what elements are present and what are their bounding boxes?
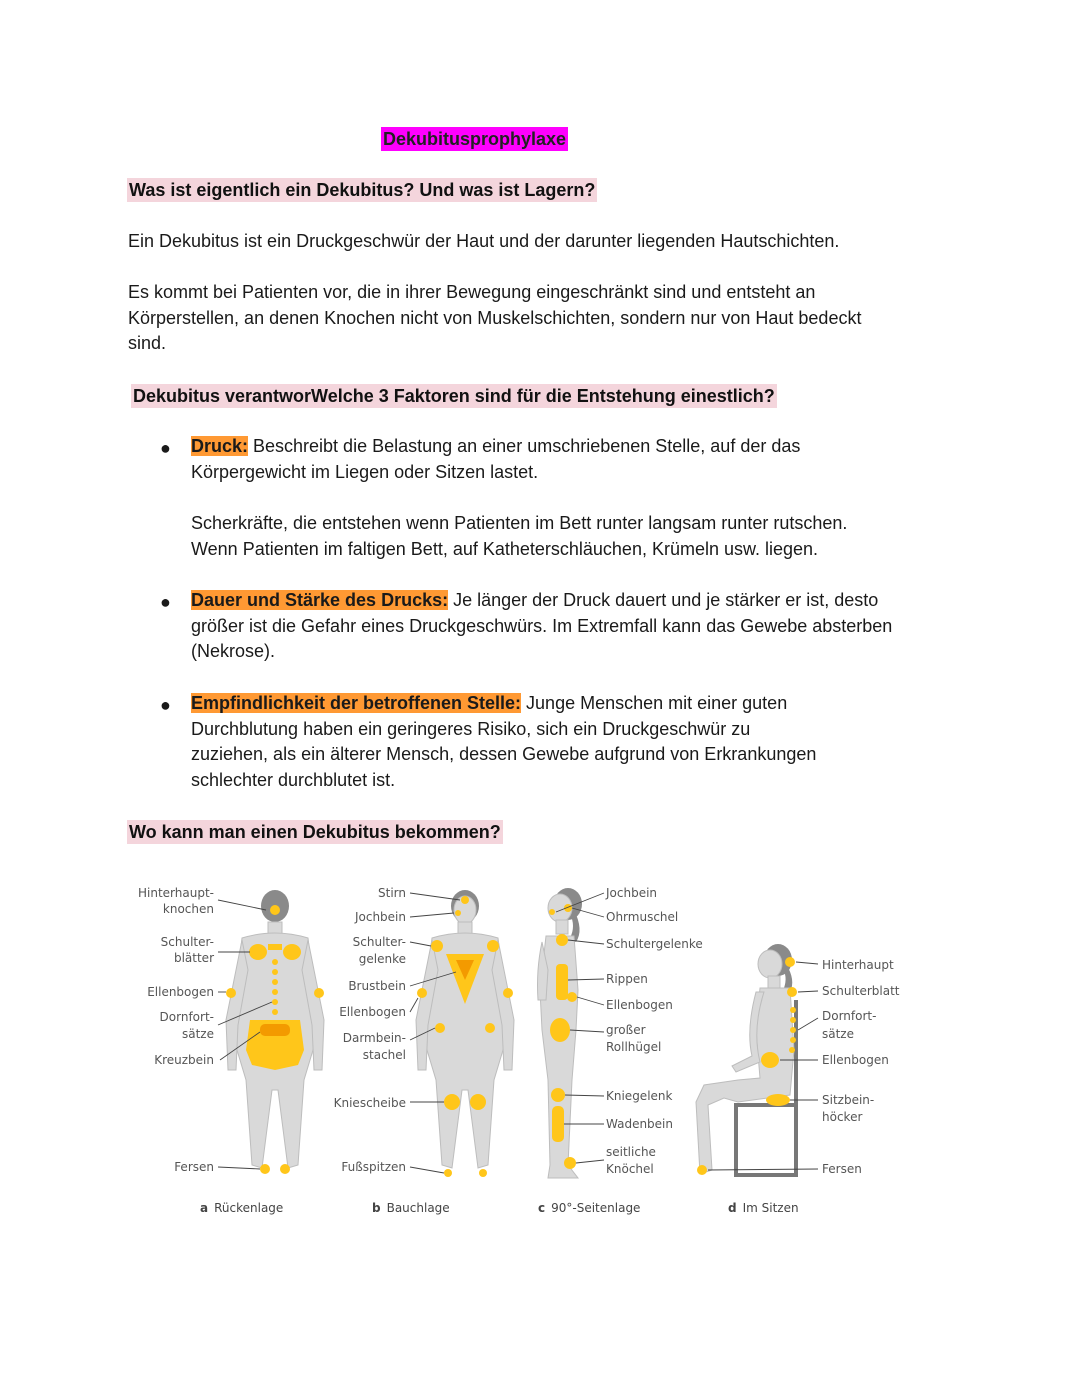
label-b-schulter-2: gelenke — [358, 952, 406, 966]
label-b-darmbein-1: Darmbein- — [342, 1031, 406, 1045]
bullet-druck-line-2: Körpergewicht im Liegen oder Sitzen lastet. — [191, 461, 539, 482]
spot-fersen-left — [260, 1164, 270, 1174]
spot-hinterhaupt — [270, 905, 280, 915]
label-d-dornfort-2: sätze — [822, 1027, 854, 1041]
svg-text:dIm Sitzen — [728, 1201, 799, 1215]
label-c-knoechel: Knöchel — [606, 1162, 654, 1176]
caption-b: Bauchlage — [386, 1201, 450, 1215]
label-a-hinterhaupt-1: Hinterhaupt- — [138, 886, 214, 900]
spot-ellenbogen-b-right — [503, 988, 513, 998]
pressure-points-illustration — [138, 880, 918, 1220]
spot-knoechel — [564, 1157, 576, 1169]
label-d-fersen: Fersen — [822, 1162, 862, 1176]
label-a-dornfort-1: Dornfort- — [159, 1010, 214, 1024]
spot-fussspitze-left — [444, 1169, 452, 1177]
spot-schulterblatt-d — [787, 987, 797, 997]
label-a-ellenbogen: Ellenbogen — [147, 985, 214, 999]
chair — [736, 1105, 796, 1175]
label-c-grosser: großer — [606, 1023, 646, 1037]
bullet-empfindlichkeit-line-2: Durchblutung haben ein geringeres Risiko, sich ein Druckgeschwür zu — [191, 718, 751, 739]
label-b-fussspitzen: Fußspitzen — [341, 1160, 406, 1174]
label-a-dornfort-2: sätze — [182, 1027, 214, 1041]
label-c-ellenbogen: Ellenbogen — [606, 998, 673, 1012]
bullet-dot-1: ● — [160, 438, 171, 458]
bullet-dot-3: ● — [160, 695, 171, 715]
occurrence-line-3: sind. — [128, 333, 167, 353]
spot-ellenbogen-left — [226, 988, 236, 998]
spot-rippen — [556, 964, 568, 1000]
bullet-druck-line-1: Druck: Beschreibt die Belastung an einer umschriebenen Stelle, auf der das — [191, 436, 801, 456]
spot-fersen-right — [280, 1164, 290, 1174]
label-b-brustbein: Brustbein — [348, 979, 406, 993]
label-c-kniegelenk: Kniegelenk — [606, 1089, 673, 1103]
occurrence-line-2: Körperstellen, an denen Knochen nicht von Muskelschichten, sondern nur von Haut bedeckt — [128, 307, 862, 328]
scherkraefte-line-2: Wenn Patienten im faltigen Bett, auf Katheterschläuchen, Krümeln usw. liegen. — [191, 538, 819, 559]
label-c-rippen: Rippen — [606, 972, 648, 986]
definition-paragraph: Ein Dekubitus ist ein Druckgeschwür der Haut und der darunter liegenden Hautschichten. — [128, 231, 840, 251]
bullet-empfindlichkeit-line-4: schlechter durchblutet ist. — [191, 769, 396, 790]
label-d-sitzbein-1: Sitzbein- — [822, 1093, 875, 1107]
bullet-dauer-line-2: größer ist die Gefahr eines Druckgeschwürs. Im Extremfall kann das Gewebe absterben — [191, 615, 893, 636]
label-a-schulter-2: blätter — [173, 951, 214, 965]
occurrence-line-1: Es kommt bei Patienten vor, die in ihrer Bewegung eingeschränkt sind und entsteht an — [128, 282, 816, 302]
bullet-dot-2: ● — [160, 592, 171, 612]
label-b-schulter-1: Schulter- — [352, 935, 406, 949]
spot-kniegelenk — [551, 1088, 565, 1102]
label-a-schulter-1: Schulter- — [160, 935, 214, 949]
spot-ellenbogen-d — [761, 1052, 779, 1068]
spot-schultergelenk-right — [487, 940, 499, 952]
spot-ellenbogen-b-left — [417, 988, 427, 998]
bullet-dauer — [191, 588, 961, 665]
label-b-ellenbogen: Ellenbogen — [339, 1005, 406, 1019]
spot-ellenbogen-right — [314, 988, 324, 998]
figure-b-bauchlage — [334, 886, 514, 1215]
highlight-empfindlichkeit: Empfindlichkeit der betroffenen Stelle: — [191, 693, 522, 713]
label-c-jochbein: Jochbein — [606, 886, 658, 900]
spot-darmbein-right — [485, 1023, 495, 1033]
label-a-fersen: Fersen — [174, 1160, 214, 1174]
spot-schultergelenk-c — [556, 934, 568, 946]
highlight-dauer: Dauer und Stärke des Drucks: — [191, 590, 449, 610]
spot-kniescheibe-left — [444, 1094, 460, 1110]
label-b-darmbein-2: stachel — [362, 1048, 406, 1062]
heading-factors: Dekubitus verantworWelche 3 Faktoren sind für die Entstehung einestlich? — [133, 386, 775, 406]
label-a-hinterhaupt-2: knochen — [162, 902, 214, 916]
spot-schulterblatt-left — [249, 944, 267, 960]
caption-b-letter: b — [372, 1201, 381, 1215]
bullet-empfindlichkeit-line-1: Empfindlichkeit der betroffenen Stelle: Junge Menschen mit einer guten — [191, 693, 788, 713]
spot-wadenbein — [552, 1106, 564, 1142]
label-c-schultergelenke: Schultergelenke — [606, 937, 703, 951]
spot-ellenbogen-c — [567, 992, 577, 1002]
caption-c: 90°-Seitenlage — [551, 1201, 641, 1215]
label-c-ohrmuschel: Ohrmuschel — [606, 910, 679, 924]
spot-sitzbein — [766, 1094, 790, 1106]
page-title: Dekubitusprophylaxe — [383, 129, 567, 149]
spot-schultergelenk-left — [431, 940, 443, 952]
bullet-empfindlichkeit-line-3: zuziehen, als ein älterer Mensch, dessen Gewebe aufgrund von Erkrankungen — [191, 744, 817, 764]
spot-hinterhaupt-d — [785, 957, 795, 967]
label-b-stirn: Stirn — [378, 886, 406, 900]
label-c-rollhuegel: Rollhügel — [606, 1040, 662, 1054]
spot-darmbein-left — [435, 1023, 445, 1033]
spot-kniescheibe-right — [470, 1094, 486, 1110]
svg-text:c90°-Seitenlage — [538, 1201, 640, 1215]
bullet-dauer-line-3: (Nekrose). — [191, 641, 276, 661]
spot-fersen-d — [697, 1165, 707, 1175]
highlight-druck: Druck: — [191, 436, 249, 456]
label-b-kniescheibe: Kniescheibe — [333, 1096, 406, 1110]
spot-jochbein — [455, 910, 461, 916]
caption-a: Rückenlage — [214, 1201, 284, 1215]
caption-d-letter: d — [728, 1201, 737, 1215]
spot-rollhuegel — [550, 1018, 570, 1042]
caption-d: Im Sitzen — [742, 1201, 799, 1215]
spot-stirn — [461, 896, 469, 904]
label-c-wadenbein: Wadenbein — [606, 1117, 673, 1131]
figure-a-rueckenlage — [138, 886, 324, 1215]
bullet-dauer-line-1: Dauer und Stärke des Drucks: Je länger der Druck dauert und je stärker er ist, desto — [191, 590, 879, 610]
caption-a-letter: a — [200, 1201, 209, 1215]
figure-d-im-sitzen — [696, 944, 900, 1215]
occurrence-paragraph — [128, 280, 958, 357]
label-d-schulterblatt: Schulterblatt — [822, 984, 900, 998]
spot-schulterblatt-right — [283, 944, 301, 960]
label-d-sitzbein-2: höcker — [822, 1110, 863, 1124]
label-a-kreuzbein: Kreuzbein — [154, 1053, 214, 1067]
heading-where: Wo kann man einen Dekubitus bekommen? — [129, 822, 501, 842]
label-d-ellenbogen: Ellenbogen — [822, 1053, 889, 1067]
spot-jochbein-c — [549, 909, 555, 915]
spot-fussspitze-right — [479, 1169, 487, 1177]
pressure-points-figure — [138, 880, 918, 1220]
bullet-druck — [191, 434, 961, 485]
scherkraefte-paragraph — [191, 511, 961, 562]
caption-c-letter: c — [538, 1201, 546, 1215]
svg-text:aRückenlage — [200, 1201, 283, 1215]
figure-c-seitenlage — [538, 886, 703, 1215]
label-c-seitliche: seitliche — [606, 1145, 656, 1159]
label-d-dornfort-1: Dornfort- — [822, 1009, 877, 1023]
scherkraefte-line-1: Scherkräfte, die entstehen wenn Patienten im Bett runter langsam runter rutschen. — [191, 513, 848, 533]
svg-text:bBauchlage — [372, 1201, 450, 1215]
label-d-hinterhaupt: Hinterhaupt — [822, 958, 894, 972]
label-b-jochbein: Jochbein — [354, 910, 406, 924]
bullet-empfindlichkeit — [191, 691, 961, 793]
heading-what-is-dekubitus: Was ist eigentlich ein Dekubitus? Und was ist Lagern? — [129, 180, 596, 200]
